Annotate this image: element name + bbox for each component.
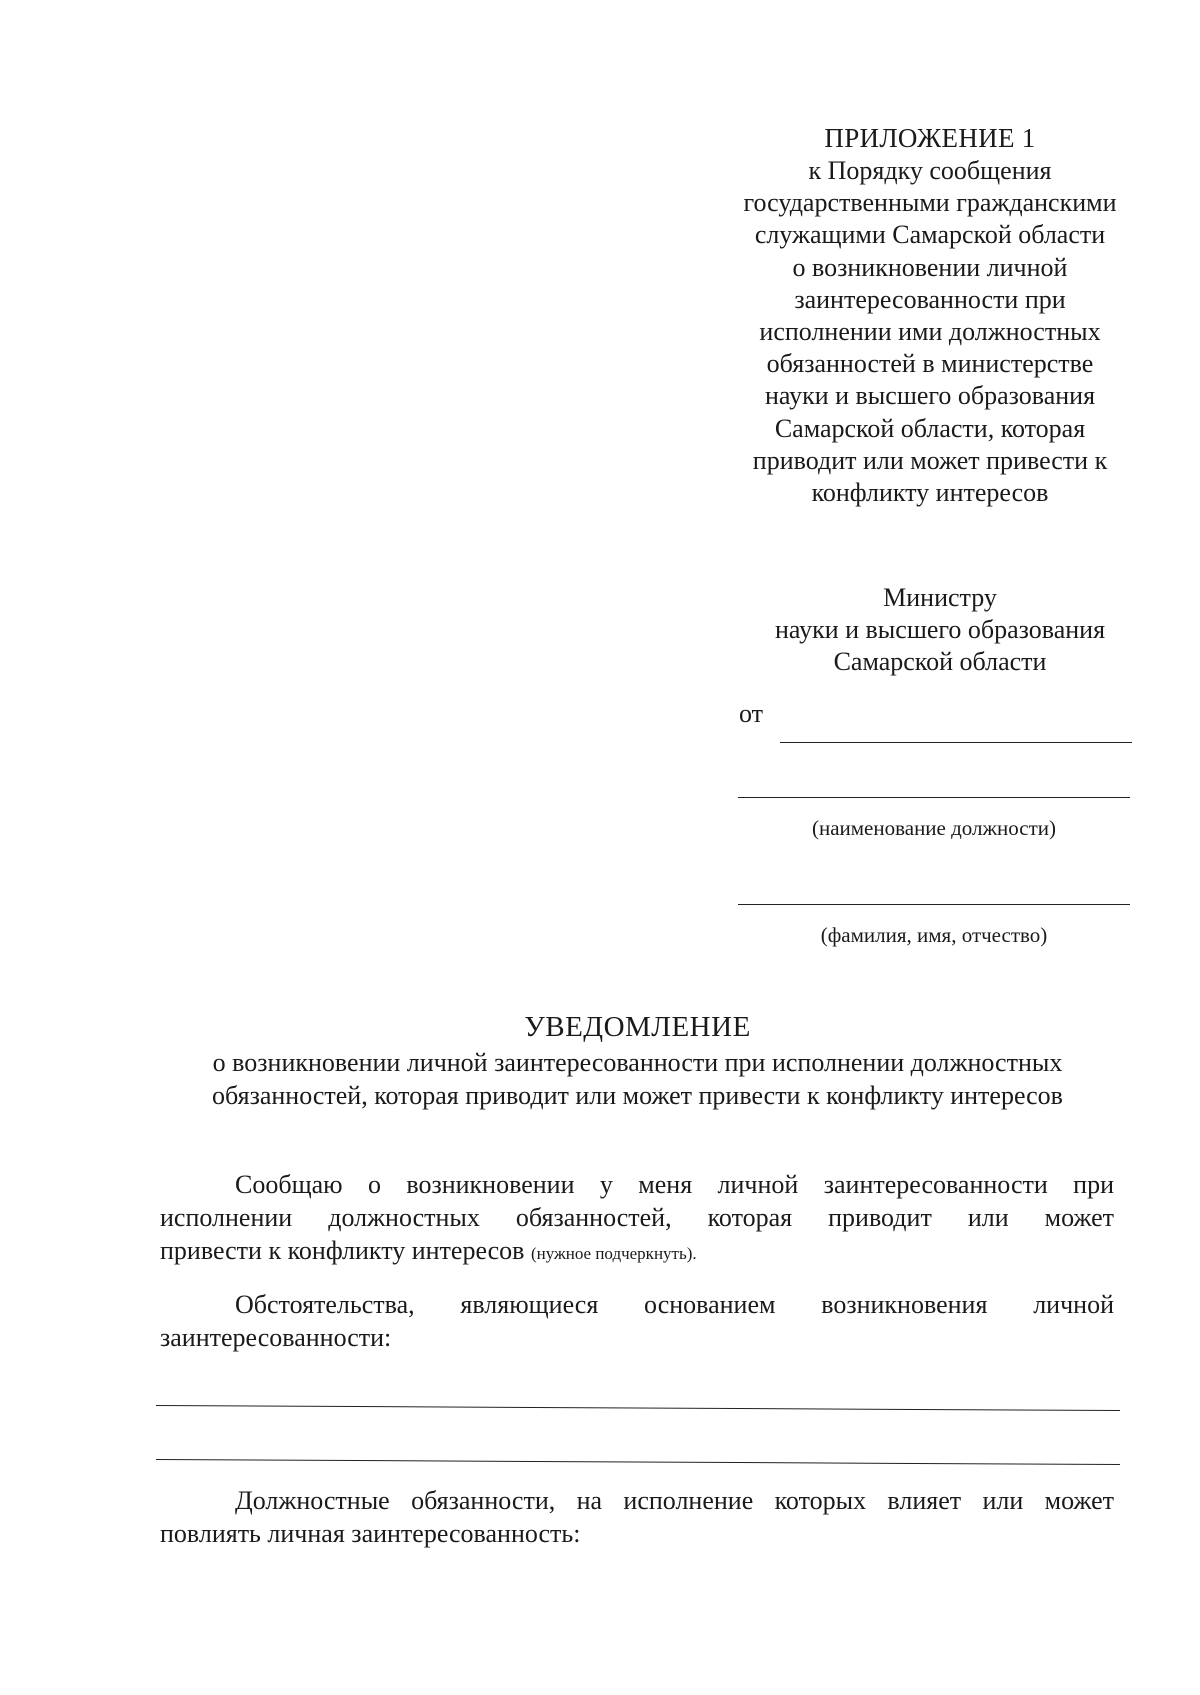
underline-note: (нужное подчеркнуть). [530,1244,697,1263]
circumstances-fill-line[interactable] [156,1405,1120,1411]
appendix-line: исполнении ими должностных [759,317,1101,347]
notice-subtitle-line: обязанностей, которая приводит или может привести к конфликту интересов [212,1081,1063,1110]
addressee-line: Министру [883,583,997,612]
position-caption: (наименование должности) [811,816,1057,840]
addressee-line: науки и высшего образования [774,615,1106,644]
appendix-line: науки и высшего образования [764,381,1096,411]
paragraph-line [160,1288,1114,1321]
notice-subtitle [160,1046,1115,1112]
paragraph-text: Должностные обязанности, на исполнение которых влияет или может [235,1486,1114,1515]
circumstances-fill-line[interactable] [156,1459,1120,1465]
paragraph-line [160,1484,1114,1517]
addressee-block [730,582,1150,678]
paragraph-text: Обстоятельства, являющиеся основанием возникновения личной [235,1290,1114,1319]
appendix-line: обязанностей в министерстве [766,349,1094,379]
paragraph-text: привести к конфликту интересов [160,1236,525,1265]
paragraph-duties [160,1484,1114,1550]
notice-title: УВЕДОМЛЕНИЕ [524,1011,751,1043]
from-label: от [739,699,764,728]
appendix-line: служащими Самарской области [754,220,1106,250]
paragraph-line: исполнении должностных обязанностей, которая приводит или может [160,1203,1114,1232]
paragraph-line: повлиять личная заинтересованность: [160,1519,581,1548]
appendix-line: приводит или может привести к [752,445,1108,475]
appendix-line: конфликту интересов [811,478,1049,508]
addressee-line: Самарской области [833,647,1047,676]
paragraph-line: заинтересованности: [160,1323,392,1352]
appendix-header [700,122,1160,509]
paragraph-line [160,1234,1114,1270]
name-fill-line[interactable] [738,904,1130,905]
appendix-title: ПРИЛОЖЕНИЕ 1 [824,123,1036,153]
appendix-line: к Порядку сообщения [808,156,1052,185]
position-fill-line[interactable] [738,797,1130,798]
appendix-line: о возникновении личной [792,252,1068,282]
appendix-line: заинтересованности при [794,284,1066,314]
paragraph-text: Сообщаю о возникновении у меня личной заинтересованности при [235,1170,1114,1199]
notice-subtitle-line: о возникновении личной заинтересованности при исполнении должностных [212,1048,1063,1077]
paragraph-circumstances [160,1288,1114,1354]
name-caption: (фамилия, имя, отчество) [820,923,1048,947]
paragraph-report [160,1168,1114,1270]
from-fill-line[interactable] [780,742,1132,743]
appendix-line: Самарской области, которая [774,413,1086,443]
appendix-line: государственными гражданскими [743,188,1117,218]
paragraph-line [160,1168,1114,1201]
